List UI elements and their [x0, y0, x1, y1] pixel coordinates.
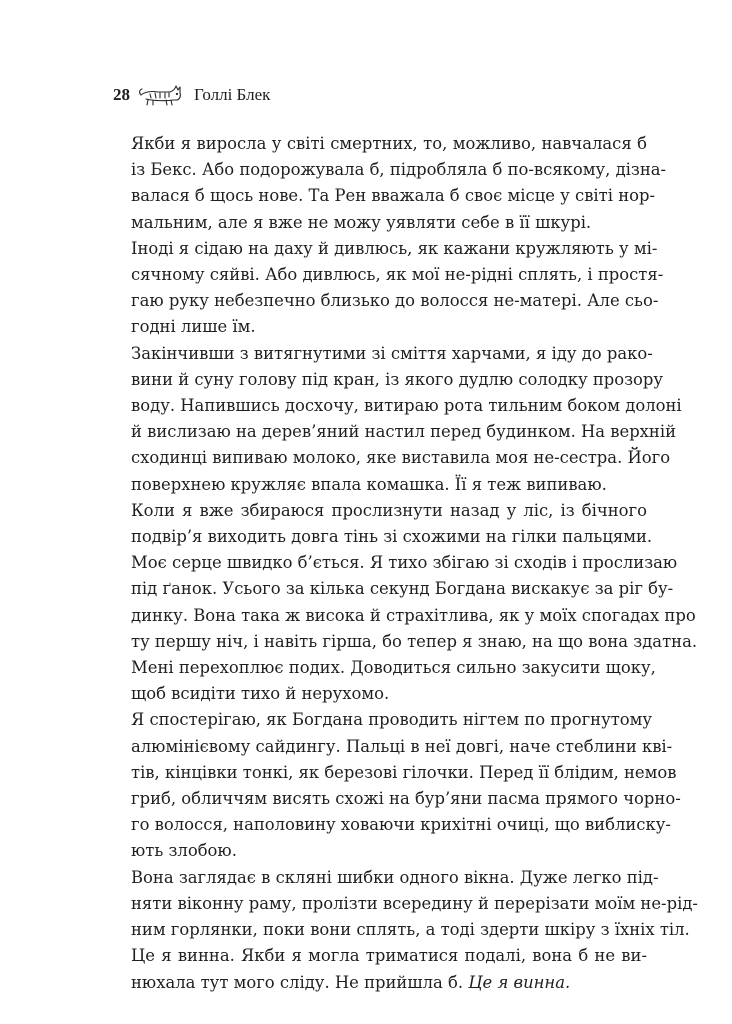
- paragraph: [113, 498, 653, 550]
- paragraph: [113, 131, 667, 236]
- text-line: й вислизаю на дерев’яний настил перед будинком. На верхній: [131, 422, 677, 442]
- paragraph: [113, 341, 682, 498]
- text-line: Це я винна. Якби я могла триматися подалі, вона б не ви-: [131, 946, 647, 966]
- paragraph: [113, 707, 681, 864]
- text-line: ють злобою.: [131, 841, 237, 861]
- text-line: щоб всидіти тихо й нерухомо.: [131, 684, 390, 704]
- text-line: Якби я виросла у світі смертних, то, можливо, навчалася б: [131, 134, 647, 153]
- text-line: під ґанок. Усього за кілька секунд Богдана вискакує за ріг бу-: [131, 579, 674, 599]
- text-line: подвір’я виходить довга тінь зі схожими на гілки пальцями.: [131, 527, 653, 547]
- text-line: Закінчивши з витягнутими зі сміття харчами, я іду до рако-: [131, 343, 653, 363]
- paragraph: [113, 943, 647, 995]
- text-line: воду. Напившись досхочу, витираю рота тильним боком долоні: [131, 396, 682, 416]
- page-number: 28: [113, 85, 130, 104]
- paragraph: [113, 655, 656, 707]
- text-italic: Це я винна.: [468, 972, 571, 992]
- text-line: Мені перехоплює подих. Доводиться сильно закусити щоку,: [131, 658, 656, 678]
- text-line: тів, кінцівки тонкі, як березові гілочки. Перед її блідим, немов: [131, 762, 677, 782]
- text-line: сходинці випиваю молоко, яке виставила моя не-сестра. Його: [131, 448, 671, 468]
- text-line: Моє серце швидко б’ється. Я тихо збігаю зі сходів і прослизаю: [131, 553, 678, 573]
- text-line: динку. Вона така ж висока й страхітлива, як у моїх спогадах про: [131, 605, 696, 625]
- text-line-final: [113, 970, 647, 996]
- text-line: ту першу ніч, і навіть гірша, бо тепер я знаю, на що вона здатна.: [131, 631, 698, 651]
- paragraph: [113, 865, 698, 944]
- text-line: Коли я вже збираюся прослизнути назад у ліс, із бічного: [131, 500, 647, 520]
- text-line: мальним, але я вже не можу уявляти себе в її шкурі.: [131, 212, 592, 232]
- paragraph: [113, 236, 664, 341]
- text-line: Іноді я сідаю на даху й дивлюсь, як кажани кружляють у мі-: [131, 238, 658, 258]
- running-title: Голлі Блек: [194, 85, 271, 104]
- body-text: [113, 131, 698, 996]
- text-line: гаю руку небезпечно близько до волосся не-матері. Але сьо-: [131, 291, 659, 311]
- text-line: із Бекс. Або подорожувала б, підробляла б по-всякому, дізна-: [131, 160, 667, 180]
- text-line: гриб, обличчям висять схожі на бур’яни пасма прямого чорно-: [131, 789, 681, 809]
- text-line: вини й суну голову під кран, із якого дудлю солодку прозору: [131, 369, 664, 389]
- text-line: валася б щось нове. Та Рен вважала б своє місце у світі нор-: [131, 186, 656, 206]
- text-line: годні лише їм.: [131, 317, 256, 337]
- paragraph: [113, 550, 698, 655]
- text-line: Я спостерігаю, як Богдана проводить нігтем по прогнутому: [131, 710, 653, 730]
- text-plain: нюхала тут мого сліду. Не прийшла б.: [131, 972, 469, 992]
- text-line: Вона заглядає в скляні шибки одного вікна. Дуже легко під-: [131, 867, 659, 887]
- text-line: сячному сяйві. Або дивлюсь, як мої не-рідні сплять, і простя-: [131, 265, 664, 285]
- text-line: ним горлянки, поки вони сплять, а тоді здерти шкіру з їхніх тіл.: [131, 920, 690, 940]
- text-line: алюмінієвому сайдингу. Пальці в неї довгі, наче стеблини кві-: [131, 736, 673, 756]
- cat-icon: [138, 82, 184, 108]
- running-header: [113, 80, 270, 110]
- text-line: го волосся, наполовину ховаючи крихітні очиці, що виблиску-: [131, 815, 671, 835]
- text-line: поверхнею кружляє впала комашка. Її я теж випиваю.: [131, 474, 607, 494]
- text-line: няти віконну раму, пролізти всередину й перерізати моїм не-рід-: [131, 893, 698, 913]
